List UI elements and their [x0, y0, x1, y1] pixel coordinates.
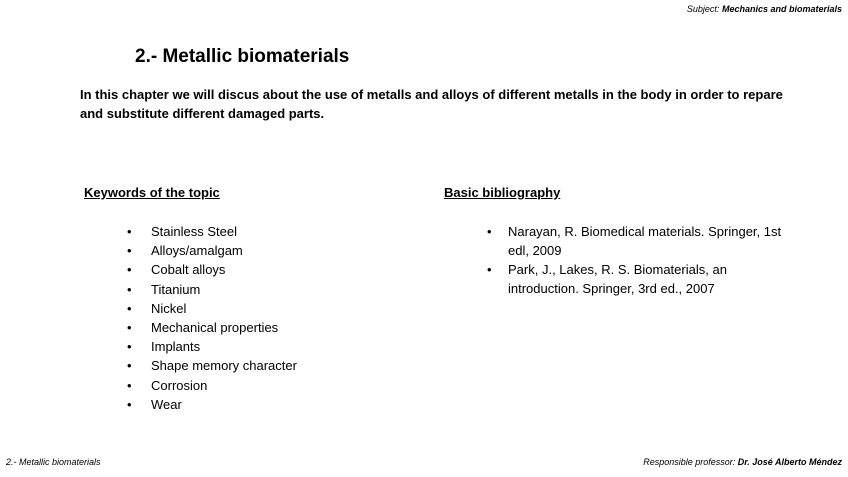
- keyword-item: [127, 395, 297, 414]
- keyword-item: [127, 280, 297, 299]
- keyword-item: [127, 222, 297, 241]
- keyword-item: [127, 318, 297, 337]
- bullet-icon: •: [127, 377, 132, 393]
- keyword-text: Wear: [151, 396, 182, 412]
- subject-value: Mechanics and biomaterials: [721, 4, 842, 14]
- keyword-item: [127, 260, 297, 279]
- keywords-heading: Keywords of the topic: [84, 185, 220, 200]
- bibliography-heading: Basic bibliography: [444, 185, 561, 200]
- bullet-icon: •: [487, 224, 492, 239]
- keyword-text: Titanium: [151, 281, 201, 297]
- bullet-icon: •: [127, 358, 132, 374]
- keywords-list: [127, 222, 297, 414]
- keyword-text: Mechanical properties: [151, 319, 279, 335]
- subject-label: Subject:: [686, 4, 720, 14]
- bullet-icon: •: [127, 339, 132, 355]
- footer-chapter: 2.- Metallic biomaterials: [6, 457, 101, 467]
- bibliography-item: [487, 222, 792, 260]
- bibliography-text: Park, J., Lakes, R. S. Biomaterials, an introduction. Springer, 3rd ed., 2007: [508, 262, 727, 296]
- bullet-icon: •: [127, 224, 132, 239]
- bibliography-list: [487, 222, 792, 298]
- keyword-item: [127, 299, 297, 318]
- keyword-text: Implants: [151, 339, 201, 355]
- bullet-icon: •: [127, 396, 132, 412]
- bullet-icon: •: [487, 262, 492, 277]
- keyword-item: [127, 356, 297, 375]
- bibliography-text: Narayan, R. Biomedical materials. Springer, 1st edl, 2009: [508, 224, 782, 258]
- intro-paragraph: In this chapter we will discus about the use of metalls and alloys of different metalls in the body in order to repare and substitute different damaged parts.: [80, 87, 783, 121]
- footer-professor: [643, 457, 842, 467]
- bullet-icon: •: [127, 243, 132, 259]
- keyword-text: Nickel: [151, 300, 187, 316]
- keyword-text: Alloys/amalgam: [151, 243, 243, 259]
- keyword-item: [127, 376, 297, 395]
- keyword-text: Stainless Steel: [151, 224, 237, 239]
- keyword-text: Corrosion: [151, 377, 208, 393]
- bullet-icon: •: [127, 281, 132, 297]
- keyword-item: [127, 337, 297, 356]
- keyword-text: Shape memory character: [151, 358, 297, 374]
- bibliography-item: [487, 260, 792, 298]
- subject-header: [687, 4, 842, 14]
- bullet-icon: •: [127, 319, 132, 335]
- keyword-item: [127, 241, 297, 260]
- bullet-icon: •: [127, 262, 132, 278]
- professor-name: Dr. José Alberto Méndez: [737, 457, 842, 467]
- bullet-icon: •: [127, 300, 132, 316]
- keyword-text: Cobalt alloys: [151, 262, 226, 278]
- page-title: 2.- Metallic biomaterials: [135, 46, 350, 67]
- professor-label: Responsible professor:: [643, 457, 736, 467]
